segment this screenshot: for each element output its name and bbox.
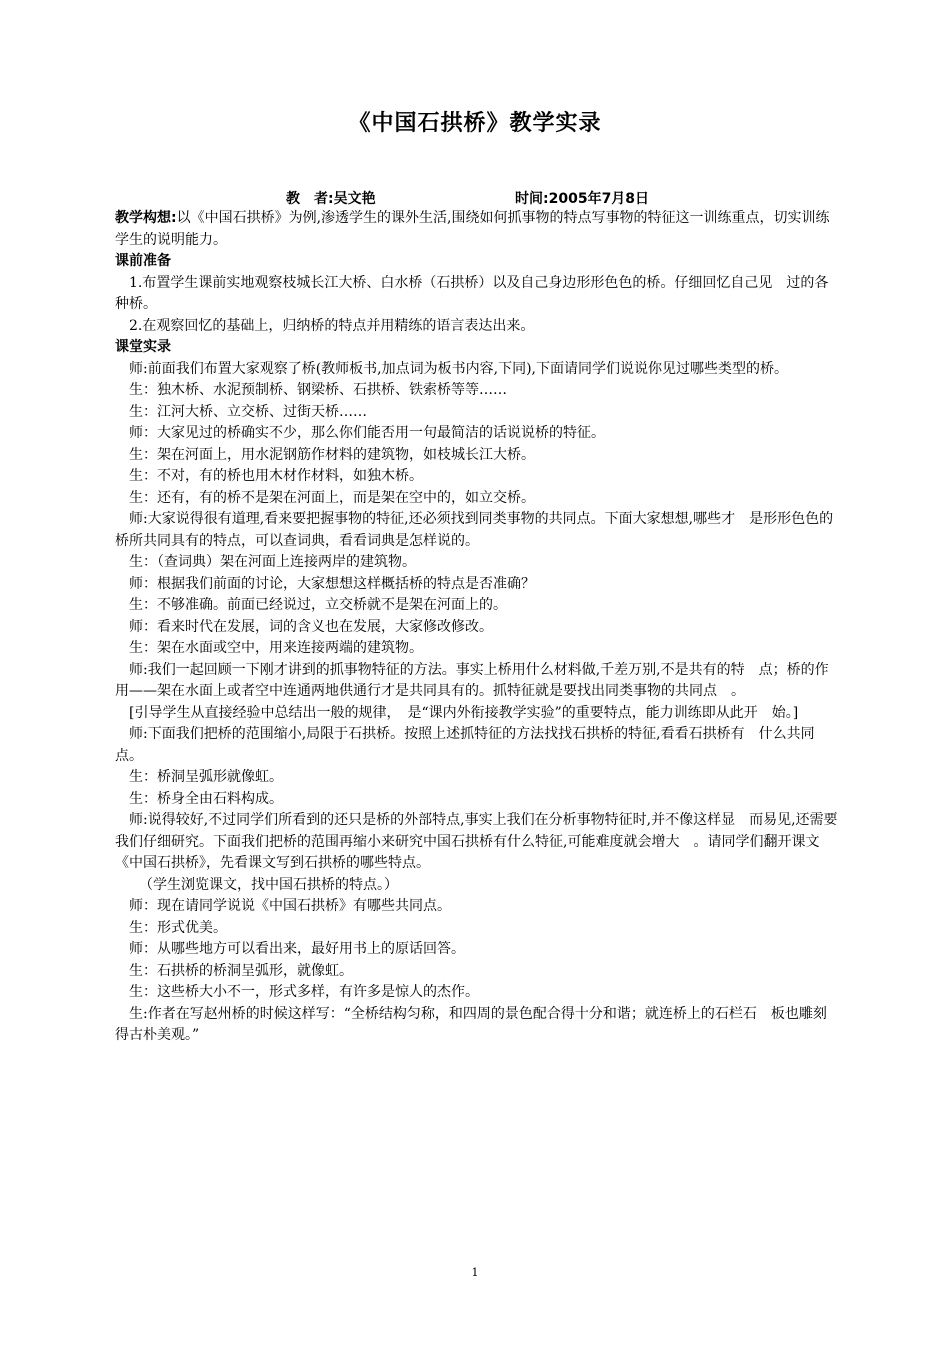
dialogue-line: 师:前面我们布置大家观察了桥(教师板书,加点词为板书内容,下同),下面请同学们说说你见过哪些类型的桥。 [129,360,788,377]
dialogue-line: 生：架在水面或空中，用来连接两端的建筑物。 [129,640,423,656]
dialogue-line: 生：桥身全由石料构成。 [129,790,283,807]
dialogue-line: 生:作者在写赵州桥的时候这样写：“全桥结构匀称，和四周的景色配合得十分和谐；就连桥上的石栏石 板也雕刻得古朴美观。” [115,1005,827,1043]
page-title: 《中国石拱桥》教学实录 [348,111,602,136]
concept-text: 以《中国石拱桥》为例,渗透学生的课外生活,围绕如何抓事物的特点写事物的特征这一训练重点，切实训练学生的说明能力。 [115,210,830,248]
dialogue-line: 生：架在河面上，用水泥钢筋作材料的建筑物，如枝城长江大桥。 [129,446,535,463]
dialogue-line: 生：独木桥、水泥预制桥、钢梁桥、石拱桥、铁索桥等等…… [129,382,507,398]
section-heading-class: 课堂实录 [115,339,171,355]
dialogue-line: 师：现在请同学说说《中国石拱桥》有哪些共同点。 [129,898,451,914]
dialogue-line: 生：形式优美。 [129,919,227,936]
dialogue-line: 师:下面我们把桥的范围缩小,局限于石拱桥。按照上述抓特征的方法找找石拱桥的特征,看看石拱桥有 什么共同点。 [115,726,815,764]
page-number: 1 [471,1266,479,1279]
prep-item: 2.在观察回忆的基础上，归纳桥的特点并用精练的语言表达出来。 [129,317,535,334]
dialogue-line: 生：不对，有的桥也用木材作材料，如独木桥。 [129,468,423,484]
teaching-concept [115,208,840,251]
prep-item: 1.布置学生课前实地观察枝城长江大桥、白水桥（石拱桥）以及自己身边形形色色的桥。仔细回忆自己见 过的各种桥。 [115,274,829,312]
concept-label: 教学构想: [115,210,177,226]
teacher-line: 教 者:吴文艳 [286,191,376,207]
dialogue-line: 生：还有，有的桥不是架在河面上，而是架在空中的，如立交桥。 [129,489,535,506]
dialogue-line: 师：大家见过的桥确实不少，那么你们能否用一句最简洁的话说说桥的特征。 [129,425,605,441]
dialogue-line: 师:说得较好,不过同学们所看到的还只是桥的外部特点,事实上我们在分析事物特征时,并不像这样显 而易见,还需要我们仔细研究。下面我们把桥的范围再缩小来研究中国石拱桥有什么特征,可能难度就会增大 。请同学们翻开课文《中国石拱桥》，先看课文写到石拱桥的哪些特点。 [115,812,838,871]
document-body [115,208,840,1047]
dialogue-line: 生：江河大桥、立交桥、过街天桥…… [129,403,367,420]
dialogue-line: 生：（查词典）架在河面上连接两岸的建筑物。 [129,554,416,570]
dialogue-line: 师：看来时代在发展，词的含义也在发展，大家修改修改。 [129,618,493,635]
bracket-note: [引导学生从直接经验中总结出一般的规律， 是“课内外衔接教学实验”的重要特点，能力训练即从此开 始。] [129,704,799,721]
section-heading-prep: 课前准备 [115,253,171,269]
dialogue-line: 生：这些桥大小不一，形式多样，有许多是惊人的杰作。 [129,984,479,1000]
stage-note: （学生浏览课文，找中国石拱桥的特点。） [139,876,398,893]
date-line: 时间:2005年7月8日 [515,191,650,207]
dialogue-line: 师:我们一起回顾一下刚才讲到的抓事物特征的方法。事实上桥用什么材料做,千差万别,不是共有的特 点；桥的作用——架在水面上或者空中连通两地供通行才是共同具有的。抓特征就是要找出同类事物的共同点 。 [115,661,829,699]
dialogue-line: 生：桥洞呈弧形就像虹。 [129,769,283,785]
dialogue-line: 师:大家说得很有道理,看来要把握事物的特征,还必须找到同类事物的共同点。下面大家想想,哪些才 是形形色色的桥所共同具有的特点，可以查词典，看看词典是怎样说的。 [115,511,834,549]
dialogue-line: 生：不够准确。前面已经说过，立交桥就不是架在河面上的。 [129,597,507,613]
dialogue-line: 师：从哪些地方可以看出来，最好用书上的原话回答。 [129,941,465,957]
dialogue-line: 生：石拱桥的桥洞呈弧形，就像虹。 [129,962,353,979]
dialogue-line: 师：根据我们前面的讨论，大家想想这样概括桥的特点是否准确？ [129,575,535,592]
